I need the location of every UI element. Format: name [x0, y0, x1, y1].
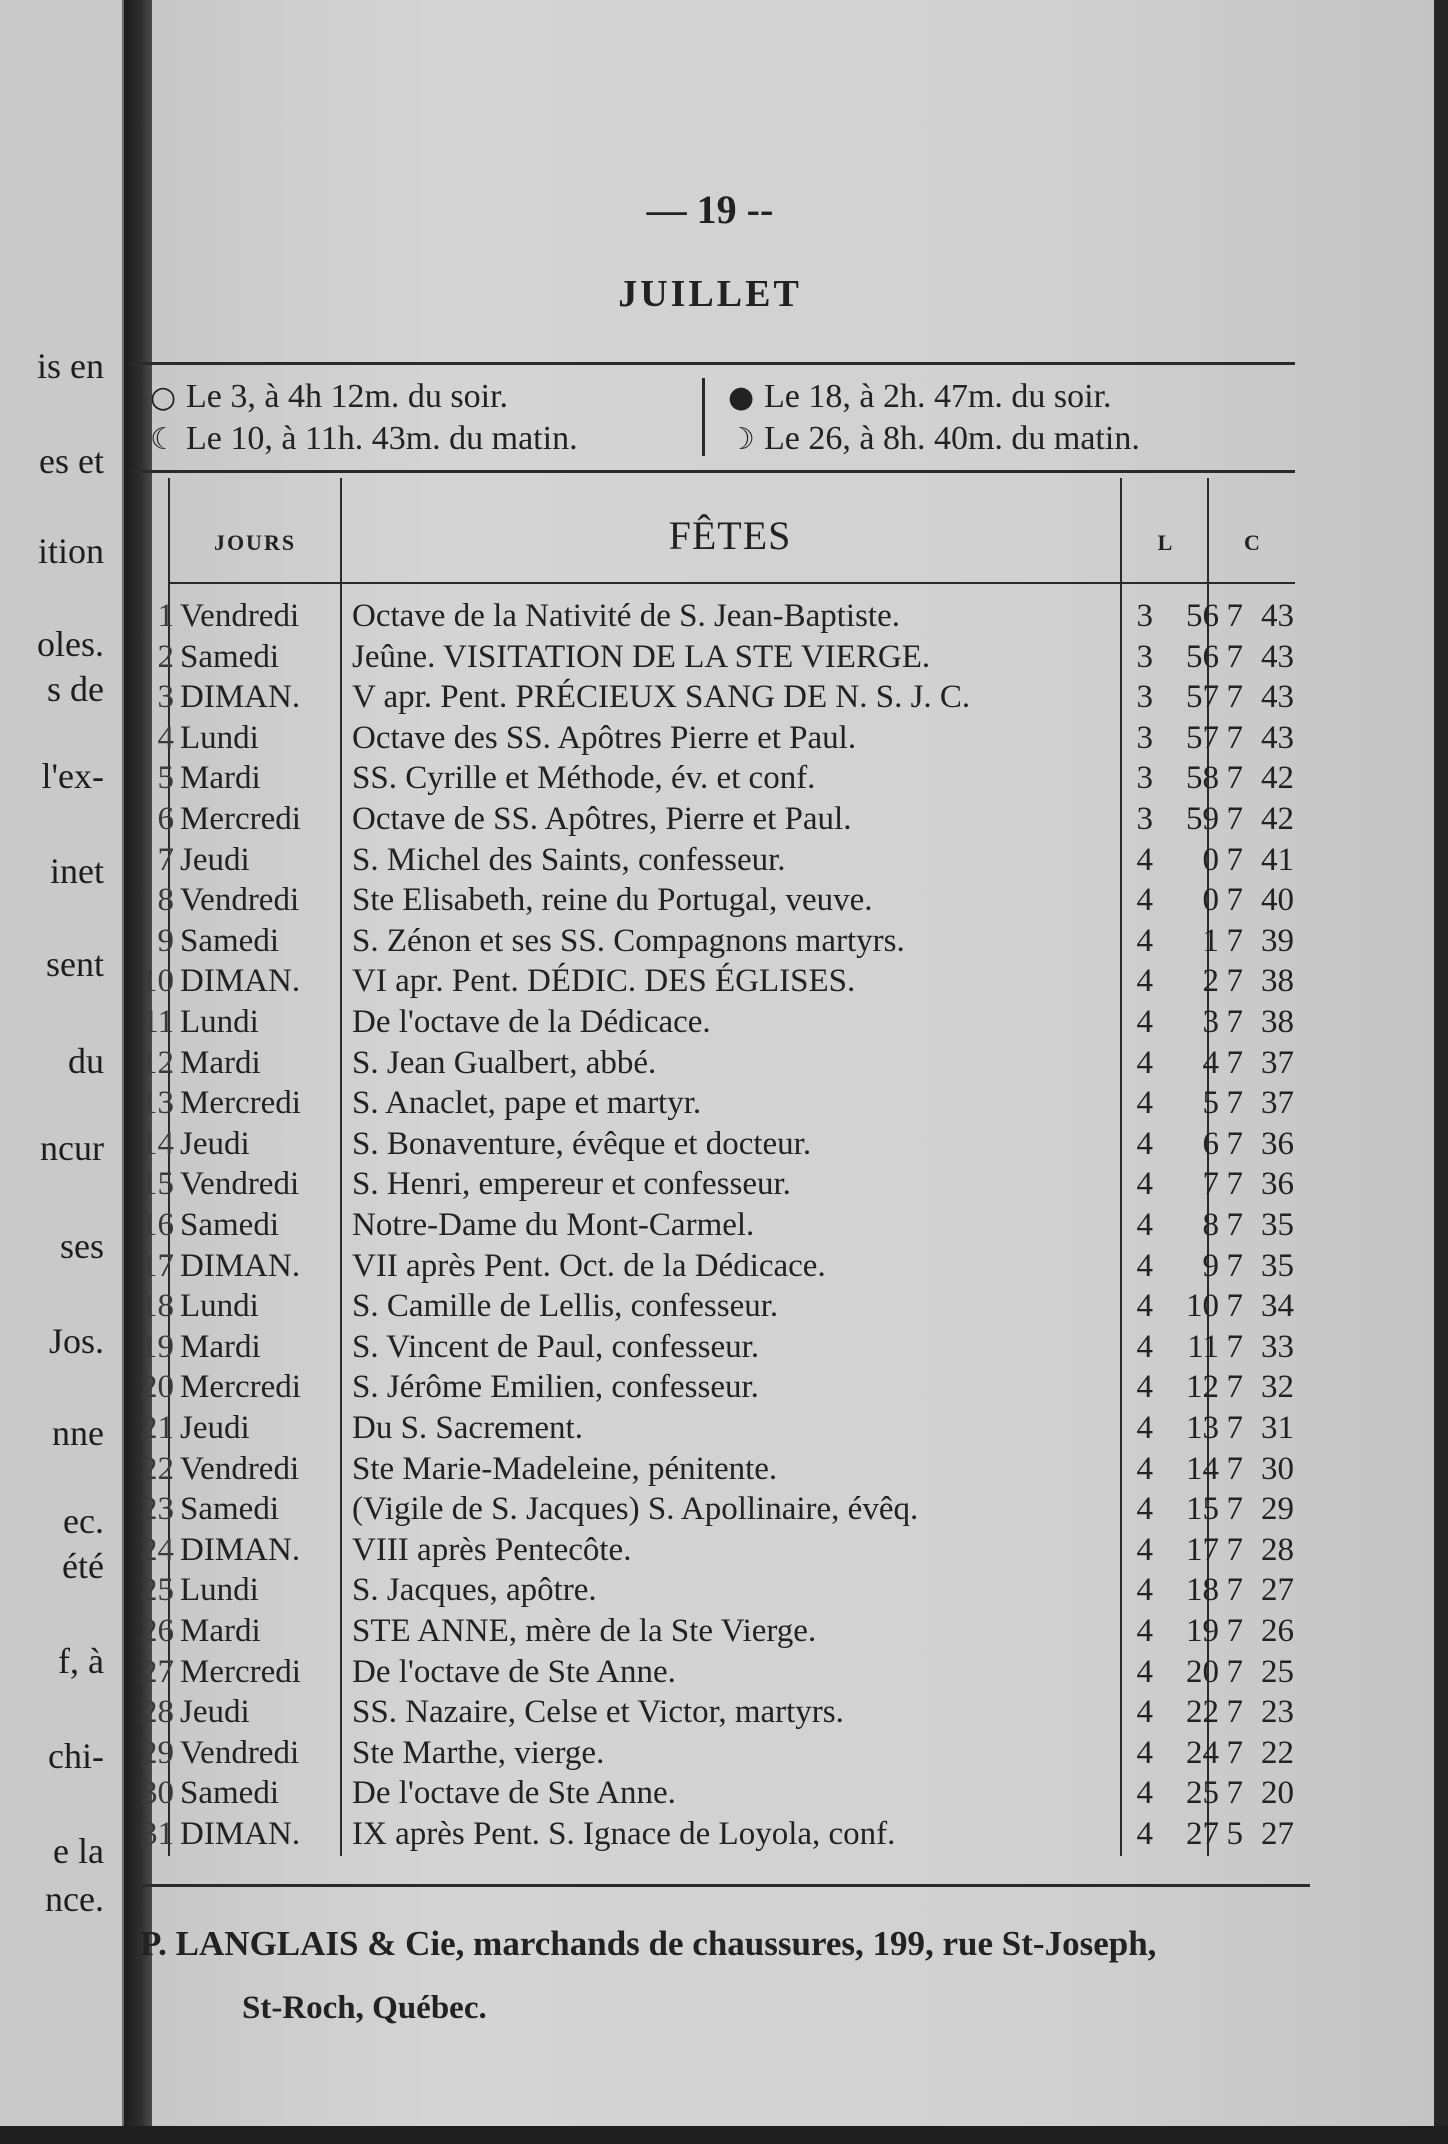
sunset-hour: 7	[1226, 1491, 1243, 1527]
sunset-hour: 7	[1226, 1532, 1243, 1568]
sunset-hour: 7	[1226, 1085, 1243, 1121]
feast-name: Octave de SS. Apôtres, Pierre et Paul.	[352, 801, 852, 837]
weekday: DIMAN.	[180, 963, 301, 999]
margin-text-fragment: es et	[39, 441, 104, 481]
weekday: Samedi	[180, 923, 279, 959]
weekday: Mercredi	[180, 1654, 301, 1690]
day-number: 30	[141, 1775, 174, 1811]
weekday: Mercredi	[180, 1085, 301, 1121]
footer-rule	[140, 1884, 1310, 1887]
sunrise-minute: 18	[1186, 1572, 1219, 1608]
page-number: — 19 --	[646, 187, 774, 232]
day-number: 29	[141, 1735, 174, 1771]
sunset-hour: 7	[1226, 598, 1243, 634]
sunset-minute: 36	[1261, 1166, 1294, 1202]
sunrise-hour: 4	[1136, 842, 1153, 878]
sunrise-minute: 9	[1202, 1248, 1219, 1284]
moon-phase-text: Le 26, à 8h. 40m. du matin.	[764, 420, 1140, 457]
sunrise-minute: 3	[1202, 1004, 1219, 1040]
margin-text-fragment: s de	[47, 669, 104, 709]
day-number: 24	[141, 1532, 174, 1568]
feast-name: VIII après Pentecôte.	[352, 1532, 632, 1568]
feast-name: S. Jean Gualbert, abbé.	[352, 1045, 657, 1081]
feast-name: S. Michel des Saints, confesseur.	[352, 842, 786, 878]
day-number: 17	[141, 1248, 174, 1284]
moon-box-top-rule	[130, 362, 1295, 365]
feast-name: Notre-Dame du Mont-Carmel.	[352, 1207, 755, 1243]
sunset-minute: 27	[1261, 1816, 1294, 1852]
sunrise-minute: 15	[1186, 1491, 1219, 1527]
moon-phase-text: Le 10, à 11h. 43m. du matin.	[186, 420, 578, 457]
feast-name: (Vigile de S. Jacques) S. Apollinaire, évêq.	[352, 1491, 919, 1527]
weekday: Mardi	[180, 1613, 261, 1649]
moon-phase-full	[150, 422, 578, 456]
sunset-hour: 7	[1226, 1207, 1243, 1243]
feast-name: Ste Marie-Madeleine, pénitente.	[352, 1451, 778, 1487]
sunset-minute: 35	[1261, 1248, 1294, 1284]
sunset-minute: 38	[1261, 963, 1294, 999]
day-number: 27	[141, 1654, 174, 1690]
sunset-minute: 22	[1261, 1735, 1294, 1771]
sunset-hour: 7	[1226, 923, 1243, 959]
sunset-hour: 7	[1226, 1694, 1243, 1730]
sunrise-hour: 4	[1136, 882, 1153, 918]
day-number: 19	[141, 1329, 174, 1365]
feast-name: S. Anaclet, pape et martyr.	[352, 1085, 702, 1121]
moon-box-bottom-rule	[130, 470, 1295, 473]
sunrise-minute: 5	[1202, 1085, 1219, 1121]
weekday: Lundi	[180, 1572, 259, 1608]
day-number: 1	[157, 598, 174, 634]
sunset-minute: 30	[1261, 1451, 1294, 1487]
sunrise-minute: 14	[1186, 1451, 1219, 1487]
day-number: 7	[157, 842, 174, 878]
sunrise-hour: 4	[1136, 1085, 1153, 1121]
day-number: 20	[141, 1369, 174, 1405]
sunrise-minute: 20	[1186, 1654, 1219, 1690]
sunrise-minute: 11	[1187, 1329, 1219, 1365]
moon-phase-text: Le 18, à 2h. 47m. du soir.	[764, 378, 1112, 415]
day-number: 26	[141, 1613, 174, 1649]
feast-name: S. Jacques, apôtre.	[352, 1572, 597, 1608]
sunrise-hour: 4	[1136, 1288, 1153, 1324]
first-quarter-moon-icon: ○	[150, 380, 177, 415]
column-header-jours: JOURS	[213, 530, 297, 555]
moon-phase-text: Le 3, à 4h 12m. du soir.	[186, 378, 509, 415]
weekday: Samedi	[180, 1207, 279, 1243]
sunset-minute: 38	[1261, 1004, 1294, 1040]
sunset-hour: 7	[1226, 1613, 1243, 1649]
weekday: DIMAN.	[180, 679, 301, 715]
weekday: Samedi	[180, 639, 279, 675]
weekday: Mardi	[180, 1329, 261, 1365]
sunset-minute: 29	[1261, 1491, 1294, 1527]
margin-text-fragment: oles.	[37, 624, 104, 664]
feast-name: S. Camille de Lellis, confesseur.	[352, 1288, 779, 1324]
feast-name: SS. Nazaire, Celse et Victor, martyrs.	[352, 1694, 844, 1730]
weekday: Lundi	[180, 1004, 259, 1040]
day-number: 22	[141, 1451, 174, 1487]
sunset-hour: 7	[1226, 882, 1243, 918]
sunset-minute: 34	[1261, 1288, 1294, 1324]
sunrise-hour: 4	[1136, 1451, 1153, 1487]
feast-name: De l'octave de la Dédicace.	[352, 1004, 711, 1040]
moon-box-divider	[702, 378, 705, 456]
sunrise-hour: 4	[1136, 1369, 1153, 1405]
margin-text-fragment: is en	[37, 346, 104, 386]
weekday: Vendredi	[180, 1451, 300, 1487]
sunset-hour: 7	[1226, 842, 1243, 878]
sunset-minute: 25	[1261, 1654, 1294, 1690]
sunrise-hour: 4	[1136, 1166, 1153, 1202]
sunrise-hour: 4	[1136, 1004, 1153, 1040]
weekday: Vendredi	[180, 1735, 300, 1771]
sunset-minute: 42	[1261, 760, 1294, 796]
sunrise-hour: 4	[1136, 1694, 1153, 1730]
sunset-hour: 7	[1226, 1004, 1243, 1040]
day-number: 23	[141, 1491, 174, 1527]
sunrise-minute: 12	[1186, 1369, 1219, 1405]
weekday: Jeudi	[180, 1410, 250, 1446]
feast-name: SS. Cyrille et Méthode, év. et conf.	[352, 760, 816, 796]
moon-phase-last-quarter	[728, 380, 1112, 414]
sunset-hour: 7	[1226, 1329, 1243, 1365]
day-number: 15	[141, 1166, 174, 1202]
previous-page-edge	[0, 0, 124, 2144]
sunrise-hour: 4	[1136, 963, 1153, 999]
weekday: Vendredi	[180, 1166, 300, 1202]
sunset-minute: 43	[1261, 720, 1294, 756]
moon-phase-new	[728, 422, 1140, 456]
day-number: 18	[141, 1288, 174, 1324]
page-bottom-shadow	[0, 2126, 1448, 2144]
waxing-moon-icon: ☽	[728, 422, 755, 457]
day-number: 13	[141, 1085, 174, 1121]
sunrise-hour: 4	[1136, 1654, 1153, 1690]
weekday: Vendredi	[180, 882, 300, 918]
feast-name: VI apr. Pent. DÉDIC. DES ÉGLISES.	[352, 963, 856, 999]
weekday: Jeudi	[180, 1126, 250, 1162]
sunrise-hour: 4	[1136, 1410, 1153, 1446]
table-header-rule	[170, 582, 1295, 584]
sunrise-hour: 4	[1136, 1735, 1153, 1771]
sunset-hour: 7	[1226, 1451, 1243, 1487]
sunrise-minute: 17	[1186, 1532, 1219, 1568]
sunrise-hour: 4	[1136, 1126, 1153, 1162]
day-number: 28	[141, 1694, 174, 1730]
sunset-hour: 7	[1226, 1166, 1243, 1202]
feast-name: S. Jérôme Emilien, confesseur.	[352, 1369, 759, 1405]
margin-text-fragment: ses	[60, 1226, 104, 1266]
feast-name: Ste Elisabeth, reine du Portugal, veuve.	[352, 882, 873, 918]
sunrise-hour: 3	[1136, 679, 1153, 715]
column-header-l: L	[1157, 530, 1173, 555]
margin-text-fragment: ition	[37, 531, 104, 571]
sunset-hour: 7	[1226, 1572, 1243, 1608]
sunrise-hour: 4	[1136, 1248, 1153, 1284]
sunrise-minute: 4	[1202, 1045, 1219, 1081]
weekday: Lundi	[180, 1288, 259, 1324]
sunset-hour: 7	[1226, 679, 1243, 715]
advertisement-line-1: P. LANGLAIS & Cie, marchands de chaussures, 199, rue St-Joseph,	[140, 1924, 1157, 1963]
page-right-shadow	[1434, 0, 1448, 2144]
weekday: Lundi	[180, 720, 259, 756]
day-number: 2	[157, 639, 174, 675]
margin-text-fragment: l'ex-	[41, 756, 104, 796]
sunset-minute: 28	[1261, 1532, 1294, 1568]
sunset-hour: 7	[1226, 720, 1243, 756]
sunrise-minute: 57	[1186, 720, 1219, 756]
sunrise-minute: 58	[1186, 760, 1219, 796]
weekday: Jeudi	[180, 1694, 250, 1730]
sunset-minute: 43	[1261, 598, 1294, 634]
sunset-minute: 43	[1261, 679, 1294, 715]
sunset-hour: 7	[1226, 1410, 1243, 1446]
sunrise-hour: 3	[1136, 598, 1153, 634]
sunrise-minute: 2	[1202, 963, 1219, 999]
sunset-minute: 39	[1261, 923, 1294, 959]
feast-name: VII après Pent. Oct. de la Dédicace.	[352, 1248, 826, 1284]
sunset-minute: 42	[1261, 801, 1294, 837]
day-number: 3	[157, 679, 174, 715]
advertisement-line-2: St-Roch, Québec.	[242, 1990, 487, 2026]
feast-name: De l'octave de Ste Anne.	[352, 1654, 676, 1690]
sunset-minute: 37	[1261, 1045, 1294, 1081]
day-number: 14	[141, 1126, 174, 1162]
day-number: 11	[142, 1004, 174, 1040]
day-number: 31	[141, 1816, 174, 1852]
sunrise-minute: 8	[1202, 1207, 1219, 1243]
sunset-minute: 35	[1261, 1207, 1294, 1243]
day-number: 16	[141, 1207, 174, 1243]
day-number: 21	[141, 1410, 174, 1446]
margin-text-fragment: nce.	[45, 1879, 104, 1919]
margin-text-fragment: nne	[52, 1413, 104, 1453]
sunset-minute: 32	[1261, 1369, 1294, 1405]
crescent-moon-icon: ☾	[150, 422, 177, 457]
sunset-minute: 33	[1261, 1329, 1294, 1365]
margin-text-fragment: inet	[50, 851, 104, 891]
feast-name: S. Bonaventure, évêque et docteur.	[352, 1126, 812, 1162]
sunrise-hour: 4	[1136, 1775, 1153, 1811]
weekday: Mercredi	[180, 801, 301, 837]
column-header-fetes: FÊTES	[668, 513, 792, 558]
sunrise-minute: 25	[1186, 1775, 1219, 1811]
sunset-minute: 43	[1261, 639, 1294, 675]
day-number: 4	[157, 720, 174, 756]
margin-text-fragment: Jos.	[48, 1321, 104, 1361]
sunset-minute: 36	[1261, 1126, 1294, 1162]
weekday: Jeudi	[180, 842, 250, 878]
sunset-hour: 7	[1226, 760, 1243, 796]
weekday: DIMAN.	[180, 1532, 301, 1568]
margin-text-fragment: ec.	[63, 1501, 104, 1541]
sunset-hour: 7	[1226, 1248, 1243, 1284]
feast-name: Octave des SS. Apôtres Pierre et Paul.	[352, 720, 857, 756]
sunset-minute: 23	[1261, 1694, 1294, 1730]
weekday: Mardi	[180, 760, 261, 796]
feast-name: De l'octave de Ste Anne.	[352, 1775, 676, 1811]
sunrise-hour: 4	[1136, 1329, 1153, 1365]
sunrise-hour: 3	[1136, 720, 1153, 756]
feast-name: IX après Pent. S. Ignace de Loyola, conf.	[352, 1816, 896, 1852]
sunset-hour: 7	[1226, 1775, 1243, 1811]
sunrise-minute: 0	[1202, 842, 1219, 878]
sunrise-minute: 19	[1186, 1613, 1219, 1649]
margin-text-fragment: été	[62, 1546, 104, 1586]
sunrise-hour: 4	[1136, 1572, 1153, 1608]
sunrise-hour: 4	[1136, 1613, 1153, 1649]
weekday: Samedi	[180, 1491, 279, 1527]
sunrise-minute: 57	[1186, 679, 1219, 715]
margin-text-fragment: sent	[46, 944, 104, 984]
sunset-hour: 7	[1226, 801, 1243, 837]
feast-name: S. Vincent de Paul, confesseur.	[352, 1329, 760, 1365]
margin-text-fragment: e la	[53, 1831, 104, 1871]
weekday: Mercredi	[180, 1369, 301, 1405]
sunrise-minute: 0	[1202, 882, 1219, 918]
margin-text-fragment: chi-	[48, 1736, 104, 1776]
sunrise-hour: 4	[1136, 923, 1153, 959]
sunset-hour: 7	[1226, 1735, 1243, 1771]
feast-name: V apr. Pent. PRÉCIEUX SANG DE N. S. J. C.	[352, 679, 971, 715]
day-number: 12	[141, 1045, 174, 1081]
sunset-hour: 7	[1226, 1288, 1243, 1324]
feast-name: Ste Marthe, vierge.	[352, 1735, 605, 1771]
sunrise-minute: 1	[1202, 923, 1219, 959]
day-number: 5	[157, 760, 174, 796]
sunset-hour: 7	[1226, 639, 1243, 675]
column-header-c: C	[1244, 530, 1260, 555]
margin-text-fragment: du	[68, 1041, 104, 1081]
sunrise-minute: 6	[1202, 1126, 1219, 1162]
weekday: DIMAN.	[180, 1248, 301, 1284]
sunset-minute: 41	[1261, 842, 1294, 878]
sunrise-hour: 3	[1136, 801, 1153, 837]
sunset-minute: 40	[1261, 882, 1294, 918]
sunrise-minute: 56	[1186, 598, 1219, 634]
sunset-hour: 7	[1226, 1045, 1243, 1081]
sunrise-minute: 13	[1186, 1410, 1219, 1446]
weekday: Mardi	[180, 1045, 261, 1081]
sunrise-hour: 3	[1136, 760, 1153, 796]
day-number: 8	[157, 882, 174, 918]
feast-name: S. Zénon et ses SS. Compagnons martyrs.	[352, 923, 905, 959]
sunrise-minute: 56	[1186, 639, 1219, 675]
moon-phase-first-quarter	[150, 380, 508, 414]
sunrise-hour: 4	[1136, 1045, 1153, 1081]
sunrise-hour: 4	[1136, 1207, 1153, 1243]
sunrise-hour: 4	[1136, 1532, 1153, 1568]
sunset-hour: 7	[1226, 1126, 1243, 1162]
feast-name: Jeûne. VISITATION DE LA STE VIERGE.	[352, 639, 931, 675]
day-number: 6	[157, 801, 174, 837]
sunset-minute: 31	[1261, 1410, 1294, 1446]
day-number: 25	[141, 1572, 174, 1608]
month-title: JUILLET	[618, 273, 802, 315]
weekday: Vendredi	[180, 598, 300, 634]
sunset-minute: 20	[1261, 1775, 1294, 1811]
day-number: 10	[141, 963, 174, 999]
sunrise-hour: 4	[1136, 1491, 1153, 1527]
feast-name: STE ANNE, mère de la Ste Vierge.	[352, 1613, 817, 1649]
sunrise-minute: 22	[1186, 1694, 1219, 1730]
sunset-hour: 7	[1226, 1369, 1243, 1405]
new-moon-icon: ●	[728, 380, 755, 415]
feast-name: Du S. Sacrement.	[352, 1410, 583, 1446]
sunset-hour: 5	[1226, 1816, 1243, 1852]
sunset-minute: 37	[1261, 1085, 1294, 1121]
weekday: Samedi	[180, 1775, 279, 1811]
sunrise-minute: 10	[1186, 1288, 1219, 1324]
sunset-minute: 27	[1261, 1572, 1294, 1608]
sunrise-minute: 59	[1186, 801, 1219, 837]
sunset-minute: 26	[1261, 1613, 1294, 1649]
feast-name: S. Henri, empereur et confesseur.	[352, 1166, 791, 1202]
sunrise-hour: 3	[1136, 639, 1153, 675]
sunrise-minute: 27	[1186, 1816, 1219, 1852]
sunrise-hour: 4	[1136, 1816, 1153, 1852]
sunset-hour: 7	[1226, 963, 1243, 999]
feast-name: Octave de la Nativité de S. Jean-Baptiste.	[352, 598, 900, 634]
weekday: DIMAN.	[180, 1816, 301, 1852]
sunrise-minute: 7	[1202, 1166, 1219, 1202]
margin-text-fragment: f, à	[58, 1641, 104, 1681]
margin-text-fragment: ncur	[40, 1128, 104, 1168]
sunrise-minute: 24	[1186, 1735, 1219, 1771]
day-number: 9	[157, 923, 174, 959]
sunset-hour: 7	[1226, 1654, 1243, 1690]
